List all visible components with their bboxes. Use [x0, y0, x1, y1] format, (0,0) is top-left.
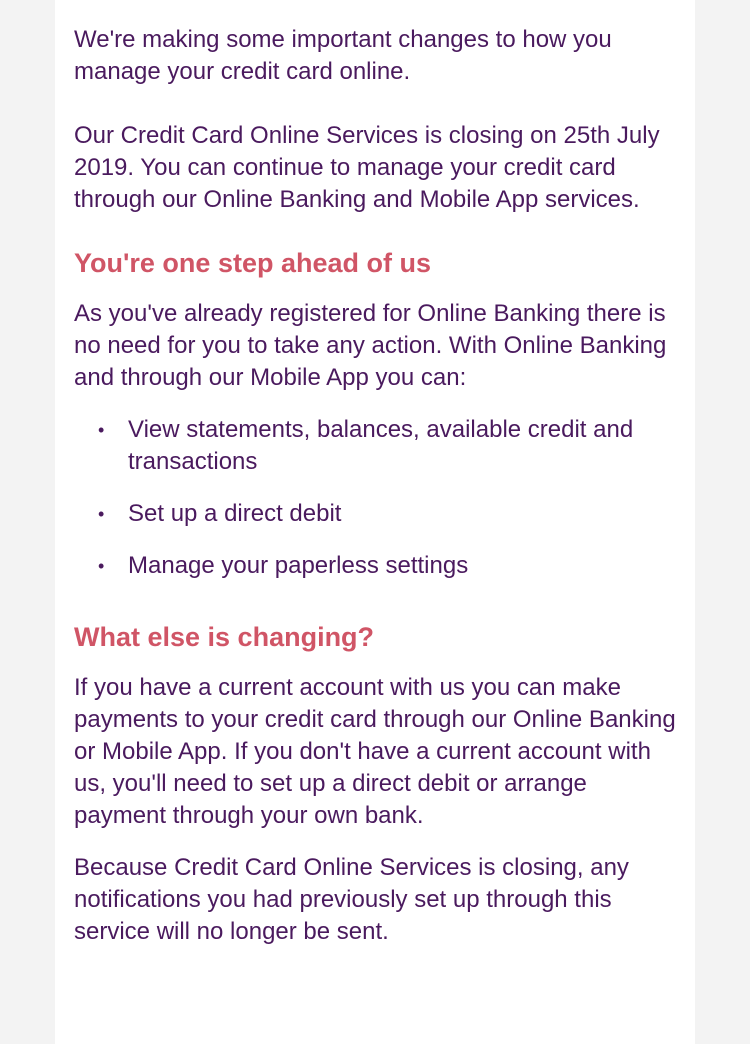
section2-paragraph-1: If you have a current account with us you can make payments to your credit card through our Online Banking or Mobile App. If you don't have a current account with us, you'll need to set up a direct debit or arrange payment through your own bank. [74, 674, 676, 829]
list-item-text: Manage your paperless settings [128, 552, 469, 579]
email-content-card [55, 0, 695, 1044]
bullet-icon: • [98, 504, 105, 524]
intro-paragraph-2: Our Credit Card Online Services is closing on 25th July 2019. You can continue to manage your credit card through our Online Banking and Mobile App services. [74, 122, 660, 213]
list-item [74, 550, 676, 582]
section1-paragraph: As you've already registered for Online Banking there is no need for you to take any action. With Online Banking and through our Mobile App you can: [74, 300, 667, 391]
intro-paragraph-1: We're making some important changes to how you manage your credit card online. [74, 26, 612, 85]
list-item-text: Set up a direct debit [128, 500, 342, 527]
section-heading-one-step-ahead: You're one step ahead of us [74, 248, 431, 278]
list-item [74, 414, 676, 478]
list-item [74, 498, 676, 530]
section2-paragraph-2: Because Credit Card Online Services is closing, any notifications you had previously set up through this service will no longer be sent. [74, 854, 629, 945]
bullet-icon: • [98, 420, 105, 440]
bullet-icon: • [98, 556, 105, 576]
features-list [74, 414, 676, 582]
section-heading-what-else-changing: What else is changing? [74, 622, 375, 652]
list-item-text: View statements, balances, available credit and transactions [128, 416, 634, 475]
